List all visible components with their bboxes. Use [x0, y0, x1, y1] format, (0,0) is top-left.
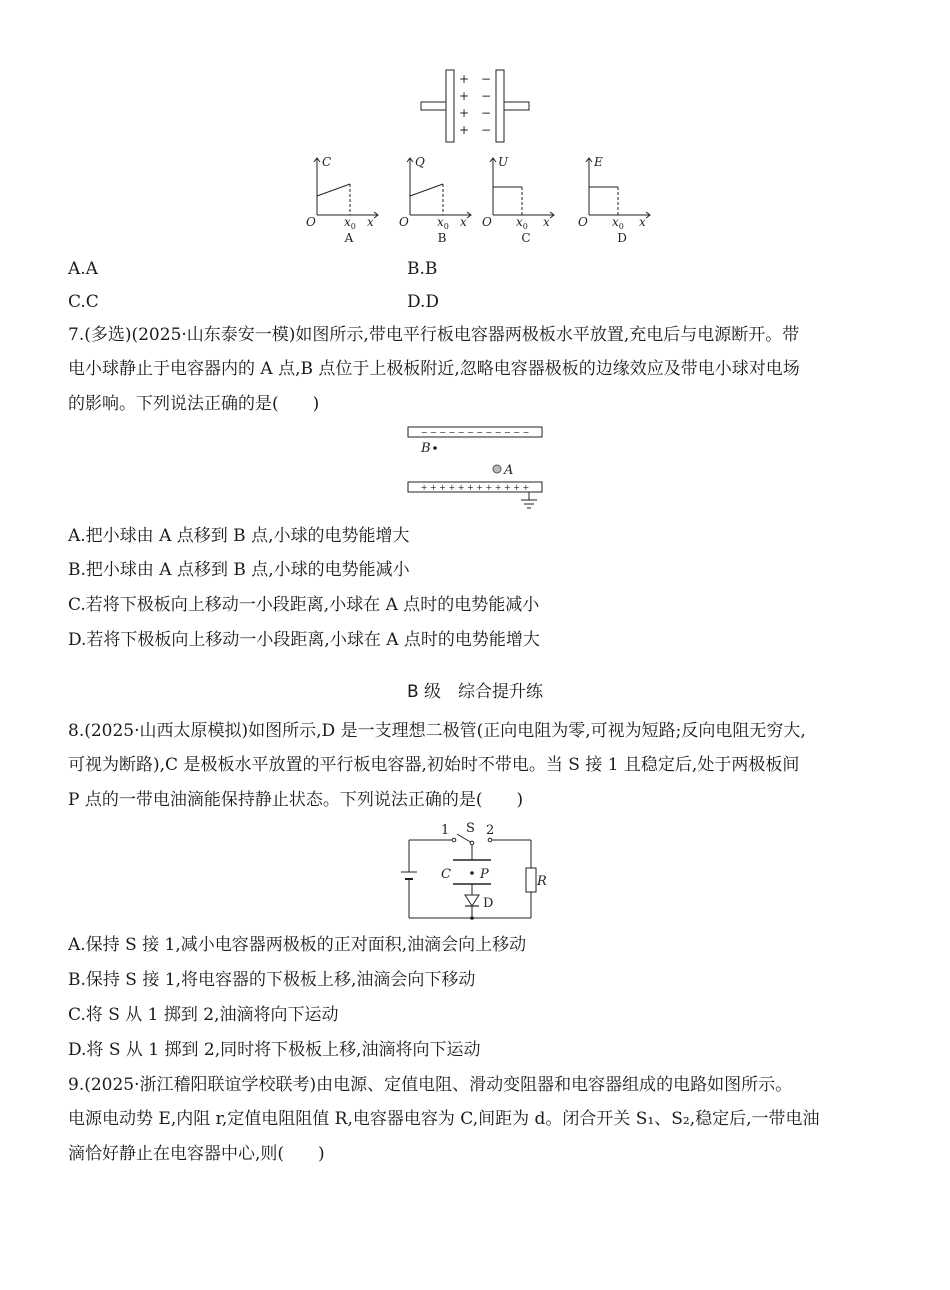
point-b-label: B [421, 441, 431, 456]
q6-graphs [300, 150, 660, 250]
ground-icon [521, 492, 537, 508]
q7-stem-line-2: 电小球静止于电容器内的 A 点,B 点位于上极板附近,忽略电容器极板的边缘效应及带电小球对电场 [68, 359, 800, 379]
q9-stem-line-2: 电源电动势 E,内阻 r,定值电阻阻值 R,电容器电容为 C,间距为 d。闭合开关 S₁、S₂,稳定后,一带电油 [68, 1109, 820, 1129]
terminal-2-label: 2 [486, 823, 495, 838]
point-a-label: A [504, 463, 514, 478]
diode-icon [465, 895, 479, 906]
q7-option-a[interactable]: A.把小球由 A 点移到 B 点,小球的电势能增大 [68, 526, 410, 546]
q6-capacitor-figure [415, 66, 535, 146]
right-plate-rod [504, 102, 529, 110]
plus-sign: + [459, 89, 470, 103]
point-p-label: P [480, 867, 489, 882]
q6-option-c[interactable]: C.C [68, 292, 99, 312]
diode-d-label: D [483, 896, 494, 911]
graph-b-xlabel: x [460, 215, 467, 229]
plus-sign: + [459, 123, 470, 137]
q7-option-d[interactable]: D.若将下极板向上移动一小段距离,小球在 A 点时的电势能增大 [68, 630, 540, 650]
top-plate-signs: − − − − − − − − − − − − [420, 428, 530, 437]
minus-sign: − [481, 72, 492, 86]
switch-terminal-1 [452, 838, 456, 842]
graph-a-origin: O [306, 215, 316, 229]
section-title: B 级 综合提升练 [406, 682, 544, 702]
graph-d-ylabel: E [594, 155, 603, 169]
graph-c-xlabel: x [543, 215, 550, 229]
right-plate [496, 70, 504, 142]
graph-b-caption: B [437, 231, 447, 245]
terminal-1-label: 1 [441, 823, 450, 838]
graph-d-origin: O [578, 215, 588, 229]
q8-stem-line-3: P 点的一带电油滴能保持静止状态。下列说法正确的是( ) [68, 790, 524, 810]
left-plate [446, 70, 454, 142]
q8-option-a[interactable]: A.保持 S 接 1,减小电容器两极板的正对面积,油滴会向上移动 [68, 935, 527, 955]
graph-d-caption: D [617, 231, 627, 245]
oil-drop-p [470, 871, 474, 875]
graph-b-ylabel: Q [415, 155, 425, 169]
q9-stem-line-3: 滴恰好静止在电容器中心,则( ) [68, 1144, 325, 1164]
minus-sign: − [481, 106, 492, 120]
minus-sign: − [481, 89, 492, 103]
graph-a-xlabel: x [367, 215, 374, 229]
q8-option-b[interactable]: B.保持 S 接 1,将电容器的下极板上移,油滴会向下移动 [68, 970, 476, 990]
q7-stem-line-1: 7.(多选)(2025·山东泰安一模)如图所示,带电平行板电容器两极板水平放置,充电后与电源断开。带 [68, 325, 800, 345]
left-plate-rod [421, 102, 446, 110]
q7-stem-line-3: 的影响。下列说法正确的是( ) [68, 394, 320, 414]
bottom-plate-signs: + + + + + + + + + + + + [420, 483, 530, 492]
q6-option-b[interactable]: B.B [407, 259, 438, 279]
q8-option-d[interactable]: D.将 S 从 1 掷到 2,同时将下极板上移,油滴将向下运动 [68, 1040, 481, 1060]
plus-sign: + [459, 106, 470, 120]
graph-a-caption: A [344, 231, 354, 245]
q9-stem-line-1: 9.(2025·浙江稽阳联谊学校联考)由电源、定值电阻、滑动变阻器和电容器组成的电路如图所示。 [68, 1075, 793, 1095]
minus-sign: − [481, 123, 492, 137]
ball-a [493, 465, 501, 473]
graph-a-ylabel: C [322, 155, 332, 169]
graph-a-xtick: $x_0$ [344, 215, 356, 231]
q8-stem-line-1: 8.(2025·山西太原模拟)如图所示,D 是一支理想二极管(正向电阻为零,可视为短路;反向电阻无穷大, [68, 721, 806, 741]
q8-option-c[interactable]: C.将 S 从 1 掷到 2,油滴将向下运动 [68, 1005, 339, 1025]
point-b-dot [433, 446, 437, 450]
graph-d-xlabel: x [639, 215, 646, 229]
graph-b-xtick: $x_0$ [437, 215, 449, 231]
q8-circuit-figure [395, 820, 555, 924]
junction-dot [470, 916, 474, 920]
graph-d-xtick: $x_0$ [612, 215, 624, 231]
graph-c-origin: O [482, 215, 492, 229]
plus-sign: + [459, 72, 470, 86]
q6-option-d[interactable]: D.D [407, 292, 440, 312]
resistor [526, 868, 536, 892]
switch-s-label: S [466, 821, 475, 836]
q6-option-a[interactable]: A.A [68, 259, 98, 279]
resistor-r-label: R [537, 874, 547, 889]
graph-c-ylabel: U [498, 155, 509, 169]
capacitor-c-label: C [441, 867, 451, 882]
q8-stem-line-2: 可视为断路),C 是极板水平放置的平行板电容器,初始时不带电。当 S 接 1 且稳定后,处于两极板间 [68, 755, 800, 775]
q7-option-b[interactable]: B.把小球由 A 点移到 B 点,小球的电势能减小 [68, 560, 410, 580]
graph-b-origin: O [399, 215, 409, 229]
graph-c-caption: C [521, 231, 531, 245]
switch-pivot [470, 841, 474, 845]
switch-terminal-2 [488, 838, 492, 842]
graph-c-xtick: $x_0$ [516, 215, 528, 231]
q7-capacitor-figure [405, 424, 545, 512]
q7-option-c[interactable]: C.若将下极板向上移动一小段距离,小球在 A 点时的电势能减小 [68, 595, 540, 615]
